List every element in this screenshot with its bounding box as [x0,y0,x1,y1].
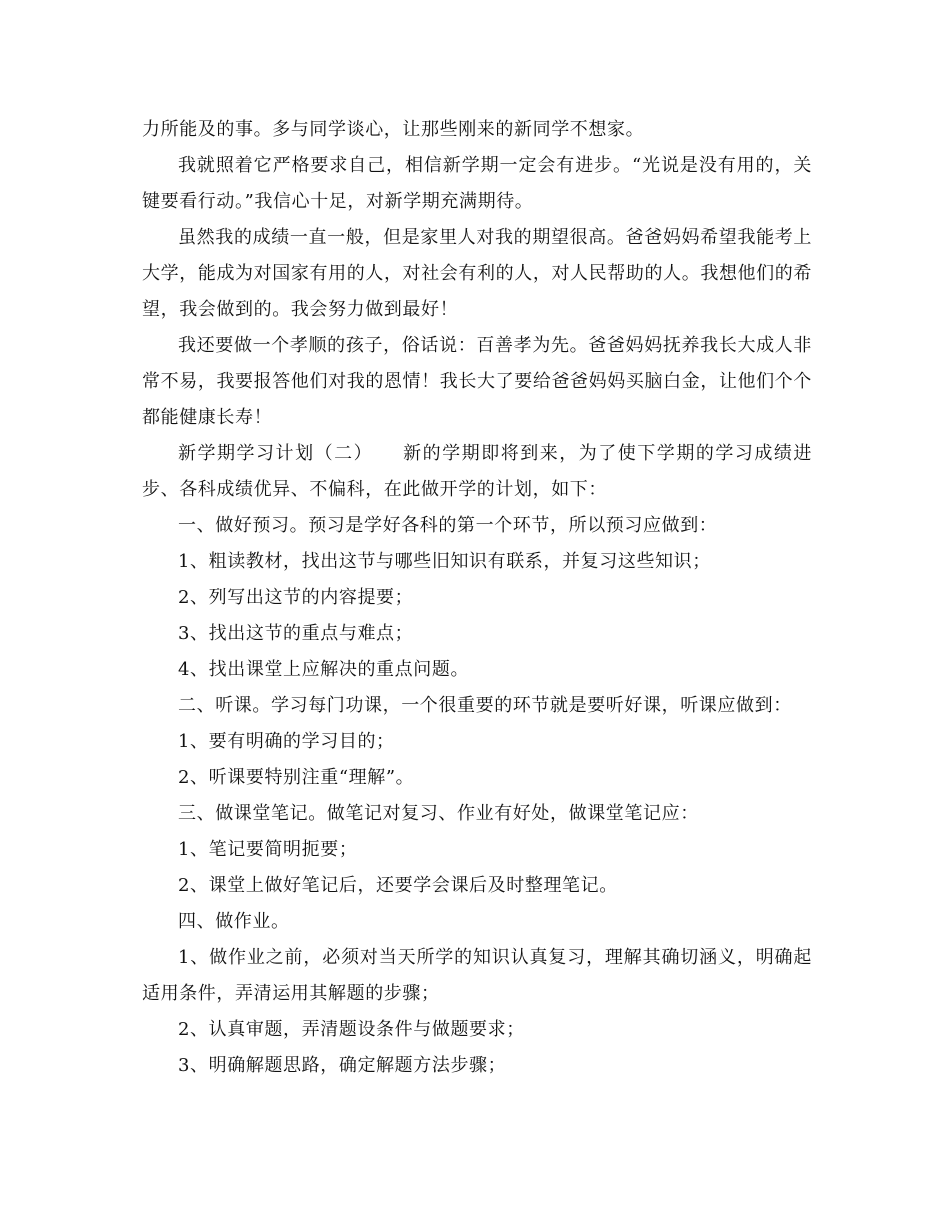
list-item: 2、认真审题，弄清题设条件与做题要求； [178,1019,525,1040]
paragraph: 三、做课堂笔记。做笔记对复习、作业有好处，做课堂笔记应： [178,803,699,824]
paragraph: 二、听课。学习每门功课，一个很重要的环节就是要听好课，听课应做到： [178,695,792,716]
list-item: 1、粗读教材，找出这节与哪些旧知识有联系，并复习这些知识； [178,551,711,572]
paragraph: 一、做好预习。预习是学好各科的第一个环节，所以预习应做到： [178,515,718,536]
list-item: 1、要有明确的学习目的； [178,731,395,752]
list-item: 4、找出课堂上应解决的重点问题。 [178,659,470,680]
list-item: 3、明确解题思路，确定解题方法步骤； [178,1055,507,1076]
paragraph: 我就照着它严格要求自己，相信新学期一定会有进步。“光说是没有用的，关键要看行动。”我信心十足，对新学期充满期待。 [142,155,812,212]
paragraph-section-title: 新学期学习计划（二） 新的学期即将到来，为了使下学期的学习成绩进步、各科成绩优异、不偏科，在此做开学的计划，如下： [142,443,812,500]
list-item: 2、课堂上做好笔记后，还要学会课后及时整理笔记。 [178,875,618,896]
paragraph: 我还要做一个孝顺的孩子，俗话说：百善孝为先。爸爸妈妈抚养我长大成人非常不易，我要报答他们对我的恩情！我长大了要给爸爸妈妈买脑白金，让他们个个都能健康长寿！ [142,335,812,428]
paragraph: 力所能及的事。多与同学谈心，让那些刚来的新同学不想家。 [142,119,645,140]
document-body [142,112,812,1084]
paragraph: 虽然我的成绩一直一般，但是家里人对我的期望很高。爸爸妈妈希望我能考上大学，能成为对国家有用的人，对社会有利的人，对人民帮助的人。我想他们的希望，我会做到的。我会努力做到最好！ [142,227,812,320]
list-item: 1、做作业之前，必须对当天所学的知识认真复习，理解其确切涵义，明确起适用条件，弄清运用其解题的步骤； [142,947,812,1004]
list-item: 2、听课要特别注重“理解”。 [178,767,415,788]
list-item: 1、笔记要简明扼要； [178,839,358,860]
paragraph: 四、做作业。 [178,911,290,932]
list-item: 2、列写出这节的内容提要； [178,587,414,608]
list-item: 3、找出这节的重点与难点； [178,623,414,644]
